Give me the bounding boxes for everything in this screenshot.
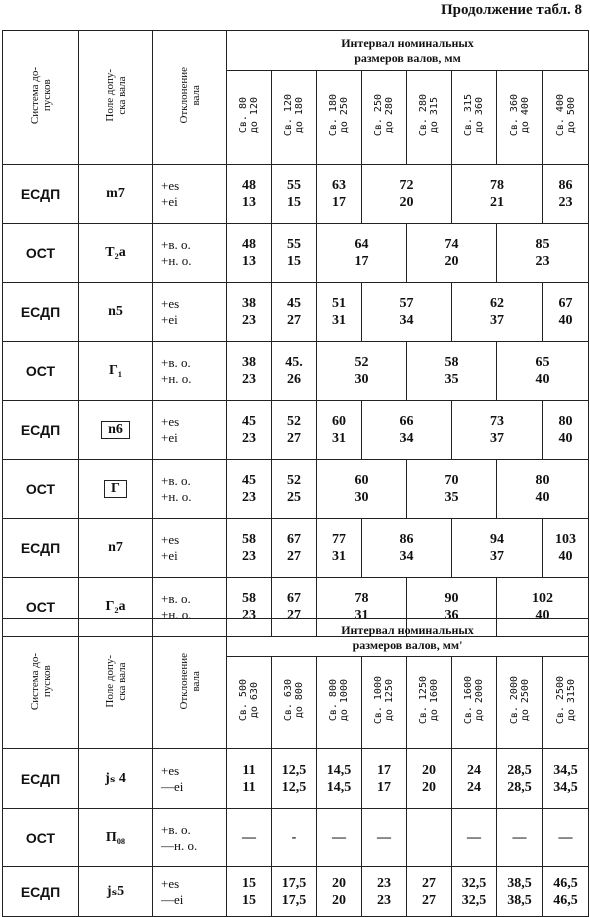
value-cell: 90 36	[407, 578, 497, 637]
tolerance-table-lower	[2, 618, 589, 917]
value-cell: —	[317, 809, 362, 867]
value-cell: 38,5 38,5	[497, 867, 543, 917]
system-cell: ЕСДП	[3, 165, 79, 224]
value-cell: 20 20	[407, 749, 452, 809]
field-cell	[79, 809, 153, 867]
table-row	[3, 401, 589, 460]
value-cell: 63 17	[317, 165, 362, 224]
range-label: Св. 360 до 400	[508, 94, 531, 137]
value-cell: 38 23	[227, 283, 272, 342]
field-label: jₛ5	[106, 884, 125, 899]
range-header-cell	[543, 71, 589, 165]
system-cell: ЕСДП	[3, 749, 79, 809]
value-cell	[407, 809, 452, 867]
range-header-cell	[227, 657, 272, 749]
field-label: n5	[108, 304, 123, 319]
field-label: Г₂а	[105, 599, 126, 614]
value-cell: 45. 26	[272, 342, 317, 401]
header-deviation-label: Отклонение вала	[177, 653, 202, 710]
range-label: Св. 1000 до 1250	[373, 676, 395, 725]
value-cell: 24 24	[452, 749, 497, 809]
field-label: jₛ 4	[105, 771, 126, 786]
field-cell	[79, 283, 153, 342]
header-deviation-label: Отклонение вала	[177, 67, 202, 124]
value-cell: 67 40	[543, 283, 589, 342]
value-cell: 17 17	[362, 749, 407, 809]
range-header-cell	[272, 71, 317, 165]
value-cell: —	[227, 809, 272, 867]
deviation-cell: +es +ei	[153, 165, 227, 224]
value-cell: 46,5 46,5	[543, 867, 589, 917]
value-cell: 80 40	[543, 401, 589, 460]
value-cell: 55 15	[272, 165, 317, 224]
value-cell: 11 11	[227, 749, 272, 809]
range-header-cell	[497, 71, 543, 165]
value-cell: 20 20	[317, 867, 362, 917]
table-row	[3, 749, 589, 809]
value-cell: 60 30	[317, 460, 407, 519]
deviation-cell: +в. о. +н. о.	[153, 578, 227, 637]
field-label: Т₂а	[105, 245, 126, 260]
header-deviation	[153, 31, 227, 165]
header-interval-label: Интервал номинальных размеров валов, мм	[341, 35, 474, 65]
value-cell: 34,5 34,5	[543, 749, 589, 809]
value-cell: 57 34	[362, 283, 452, 342]
value-cell: 45 23	[227, 460, 272, 519]
range-header-cell	[452, 657, 497, 749]
value-cell: 48 13	[227, 224, 272, 283]
header-system-label: Система до- пусков	[28, 652, 53, 711]
value-cell: 52 30	[317, 342, 407, 401]
deviation-cell: +es +ei	[153, 283, 227, 342]
tolerance-table-upper	[2, 30, 589, 637]
field-cell	[79, 460, 153, 519]
table-row	[3, 342, 589, 401]
range-header-cell	[227, 71, 272, 165]
system-cell: ЕСДП	[3, 401, 79, 460]
value-cell: —	[497, 809, 543, 867]
system-cell: ОСТ	[3, 342, 79, 401]
deviation-cell: +в. о. —н. о.	[153, 809, 227, 867]
value-cell: —	[362, 809, 407, 867]
value-cell: 23 23	[362, 867, 407, 917]
range-label: Св. 315 до 360	[463, 94, 485, 137]
header-system	[3, 31, 79, 165]
value-cell: 70 35	[407, 460, 497, 519]
header-field	[79, 31, 153, 165]
value-cell: 45 23	[227, 401, 272, 460]
table-row	[3, 224, 589, 283]
range-label: Св. 80 до 120	[238, 97, 260, 134]
range-header-cell	[272, 657, 317, 749]
header-field-label: Поле допу- ска вала	[103, 655, 128, 708]
value-cell: 94 37	[452, 519, 543, 578]
system-cell: ОСТ	[3, 578, 79, 637]
table-caption: Продолжение табл. 8	[440, 2, 582, 18]
range-label: Св. 120 до 180	[283, 94, 305, 137]
header-system-label: Система до- пусков	[28, 66, 53, 125]
system-cell: ЕСДП	[3, 519, 79, 578]
table-row	[3, 519, 589, 578]
value-cell: 74 20	[407, 224, 497, 283]
range-header-cell	[362, 657, 407, 749]
value-cell: 52 25	[272, 460, 317, 519]
system-cell: ОСТ	[3, 460, 79, 519]
range-header-cell	[317, 71, 362, 165]
range-header-cell	[407, 657, 452, 749]
range-label: Св. 2000 до 2500	[508, 676, 531, 725]
field-label: n6	[101, 421, 130, 439]
field-label: Г	[104, 480, 127, 498]
value-cell: 48 13	[227, 165, 272, 224]
value-cell: 14,5 14,5	[317, 749, 362, 809]
header-system	[3, 619, 79, 749]
header-interval	[227, 31, 589, 71]
field-cell	[79, 165, 153, 224]
header-field-label: Поле допу- ска вала	[103, 69, 128, 122]
system-cell: ЕСДП	[3, 283, 79, 342]
value-cell: 17,5 17,5	[272, 867, 317, 917]
deviation-cell: +es +ei	[153, 401, 227, 460]
value-cell: 103 40	[543, 519, 589, 578]
value-cell: 73 37	[452, 401, 543, 460]
table-row	[3, 283, 589, 342]
range-label: Св. 800 до 1000	[328, 679, 350, 722]
range-label: Св. 630 до 800	[283, 679, 305, 722]
value-cell: —	[543, 809, 589, 867]
value-cell: 85 23	[497, 224, 589, 283]
value-cell: —	[452, 809, 497, 867]
value-cell: 66 34	[362, 401, 452, 460]
value-cell: 80 40	[497, 460, 589, 519]
value-cell: 60 31	[317, 401, 362, 460]
deviation-cell: +в. о. +н. о.	[153, 224, 227, 283]
value-cell: 38 23	[227, 342, 272, 401]
header-interval	[227, 619, 589, 657]
value-cell: 28,5 28,5	[497, 749, 543, 809]
value-cell: 67 27	[272, 578, 317, 637]
deviation-cell: +в. о. +н. о.	[153, 342, 227, 401]
table-row	[3, 809, 589, 867]
value-cell: 52 27	[272, 401, 317, 460]
deviation-cell: +es —ei	[153, 749, 227, 809]
field-cell	[79, 401, 153, 460]
value-cell: 72 20	[362, 165, 452, 224]
value-cell: 51 31	[317, 283, 362, 342]
value-cell: 32,5 32,5	[452, 867, 497, 917]
value-cell: 77 31	[317, 519, 362, 578]
value-cell: 86 34	[362, 519, 452, 578]
table-row	[3, 460, 589, 519]
value-cell: 62 37	[452, 283, 543, 342]
field-cell	[79, 224, 153, 283]
range-label: Св. 180 до 250	[328, 94, 350, 137]
field-label: m7	[106, 186, 125, 201]
deviation-cell: +в. о. +н. о.	[153, 460, 227, 519]
value-cell: 64 17	[317, 224, 407, 283]
value-cell: 67 27	[272, 519, 317, 578]
deviation-cell: +es —ei	[153, 867, 227, 917]
value-cell: 102 40	[497, 578, 589, 637]
deviation-cell: +es +ei	[153, 519, 227, 578]
field-cell	[79, 519, 153, 578]
value-cell: -	[272, 809, 317, 867]
range-header-cell	[362, 71, 407, 165]
value-cell: 58 35	[407, 342, 497, 401]
range-header-cell	[407, 71, 452, 165]
value-cell: 12,5 12,5	[272, 749, 317, 809]
range-header-cell	[543, 657, 589, 749]
range-label: Св. 1600 до 2000	[463, 676, 485, 725]
range-header-cell	[452, 71, 497, 165]
table-row	[3, 165, 589, 224]
field-label: Г₁	[108, 363, 123, 378]
field-cell	[79, 749, 153, 809]
value-cell: 86 23	[543, 165, 589, 224]
range-header-cell	[317, 657, 362, 749]
field-label: П₀₈	[105, 829, 126, 845]
value-cell: 55 15	[272, 224, 317, 283]
value-cell: 65 40	[497, 342, 589, 401]
range-label: Св. 250 до 280	[373, 94, 395, 137]
table-row	[3, 867, 589, 917]
range-label: Св. 500 до 630	[238, 679, 260, 722]
value-cell: 27 27	[407, 867, 452, 917]
field-cell	[79, 342, 153, 401]
range-label: Св. 2500 до 3150	[554, 676, 577, 725]
header-interval-label: Интервал номинальных размеров валов, мм'	[341, 622, 474, 652]
system-cell: ОСТ	[3, 809, 79, 867]
value-cell: 45 27	[272, 283, 317, 342]
value-cell: 58 23	[227, 578, 272, 637]
system-cell: ОСТ	[3, 224, 79, 283]
range-label: Св. 400 до 500	[554, 94, 577, 137]
system-cell: ЕСДП	[3, 867, 79, 917]
range-header-cell	[497, 657, 543, 749]
field-label: n7	[108, 540, 123, 555]
value-cell: 58 23	[227, 519, 272, 578]
range-label: Св. 1250 до 1600	[418, 676, 440, 725]
field-cell	[79, 867, 153, 917]
range-label: Св. 280 до 315	[418, 94, 440, 137]
value-cell: 78 21	[452, 165, 543, 224]
header-deviation	[153, 619, 227, 749]
header-field	[79, 619, 153, 749]
value-cell: 78 31	[317, 578, 407, 637]
value-cell: 15 15	[227, 867, 272, 917]
